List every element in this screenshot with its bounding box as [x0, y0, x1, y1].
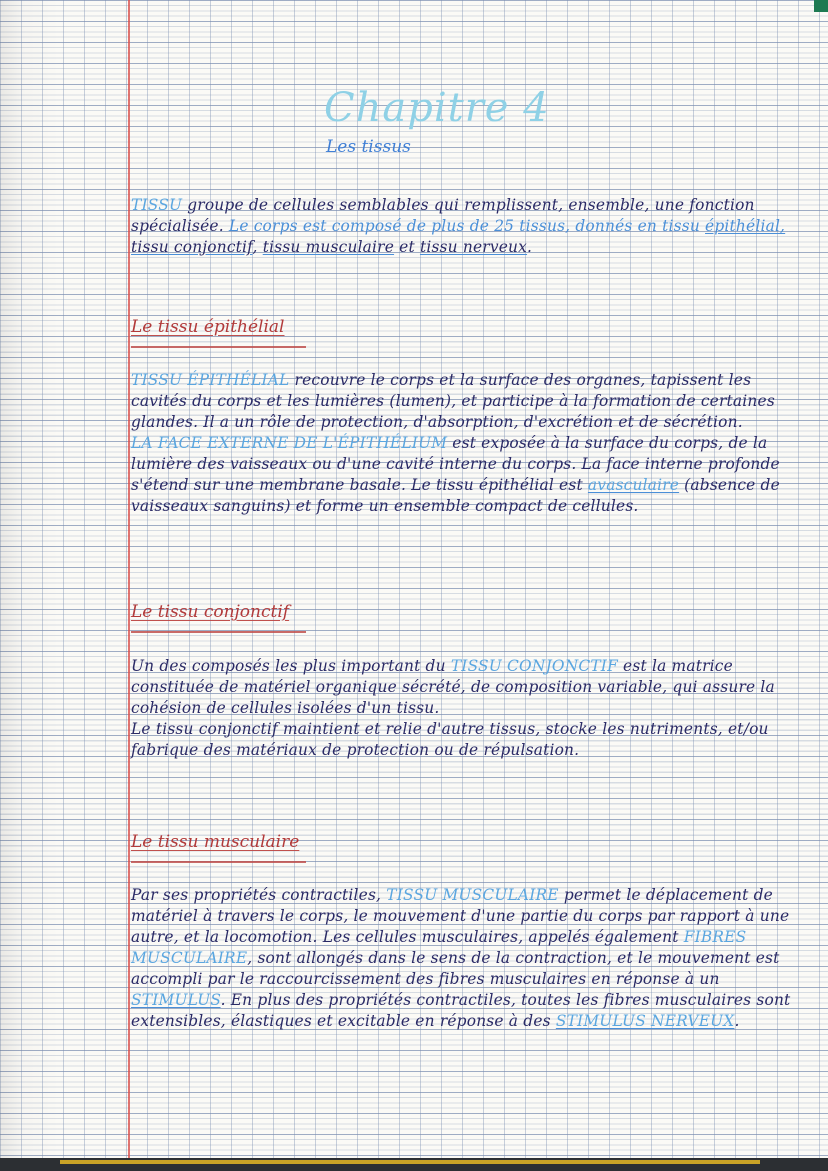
intro-paragraph [131, 195, 811, 258]
section-text: recouvre le corps et la surface des organes, tapissent les cavités du corps et les lumières (lumen), et participe à la formation de certaines glandes. Il a un rôle de protection, d'absorption, d'excrétion et de sécrétion. [131, 371, 775, 431]
intro-text: Le corps est composé de plus de 25 tissus, donnés en tissu [228, 217, 706, 235]
intro-text: groupe de cellules semblables qui remplissent, ensemble, une fonction spécialisée. [131, 196, 755, 235]
intro-link-epithelial: épithélial, [705, 217, 786, 235]
binding-edge [60, 1160, 760, 1164]
intro-link-nerveux: tissu nerveux [419, 238, 528, 256]
section-text: est la matrice constituée de matériel organique sécrété, de composition variable, qui assure la cohésion de cellules isolées d'un tissu. [131, 657, 775, 717]
corner-clip [814, 0, 828, 12]
section-heading-conjonctif: Le tissu conjonctif [131, 602, 290, 622]
section-term: TISSU CONJONCTIF [450, 657, 618, 675]
section-term: STIMULUS NERVEUX [555, 1012, 735, 1030]
intro-text: , [252, 238, 263, 256]
intro-link-conjonctif: tissu conjonctif [131, 238, 253, 256]
section-term: TISSU ÉPITHÉLIAL [131, 371, 290, 389]
section-term: LA FACE EXTERNE DE L'ÉPITHÉLIUM [131, 434, 448, 452]
margin-line [128, 0, 130, 1171]
section-text: Par ses propriétés contractiles, [131, 886, 387, 904]
intro-term: TISSU [131, 196, 183, 214]
intro-text: . [527, 238, 533, 256]
section-heading-epithelial: Le tissu épithélial [131, 317, 285, 337]
section-term: avasculaire [587, 476, 680, 494]
page-subtitle: Les tissus [326, 137, 411, 157]
intro-link-musculaire: tissu musculaire [262, 238, 395, 256]
page-bottom-edge [0, 1158, 828, 1171]
section-text: Un des composés les plus important du [131, 657, 451, 675]
page-title: Chapitre 4 [324, 85, 550, 131]
section-text: . [734, 1012, 740, 1030]
intro-text: et [394, 238, 420, 256]
section-text: Le tissu conjonctif maintient et relie d'autre tissus, stocke les nutriments, et/ou fabrique des matériaux de protection ou de répulsation. [131, 720, 769, 759]
section-term: TISSU MUSCULAIRE [386, 886, 559, 904]
section-paragraph [131, 885, 811, 1032]
section-heading-musculaire: Le tissu musculaire [131, 832, 300, 852]
section-text: . En plus des propriétés contractiles, toutes les fibres musculaires sont extensibles, élastiques et excitable en réponse à des [131, 991, 791, 1030]
section-term: FIBRES MUSCULAIRE [131, 928, 747, 967]
section-paragraph [131, 370, 811, 517]
section-text: , sont allongés dans le sens de la contraction, et le mouvement est accompli par le raccourcissement des fibres musculaires en réponse à un [131, 949, 780, 988]
section-term: STIMULUS [131, 991, 221, 1009]
section-text: (absence de vaisseaux sanguins) et forme un ensemble compact de cellules. [131, 476, 780, 515]
section-paragraph [131, 656, 811, 761]
section-text: est exposée à la surface du corps, de la lumière des vaisseaux ou d'une cavité interne du corps. La face interne profonde s'étend sur une membrane basale. Le tissu épithélial est [131, 434, 780, 494]
section-text: permet le déplacement de matériel à travers le corps, le mouvement d'une partie du corps par rapport à une autre, et la locomotion. Les cellules musculaires, appelés également [131, 886, 790, 946]
